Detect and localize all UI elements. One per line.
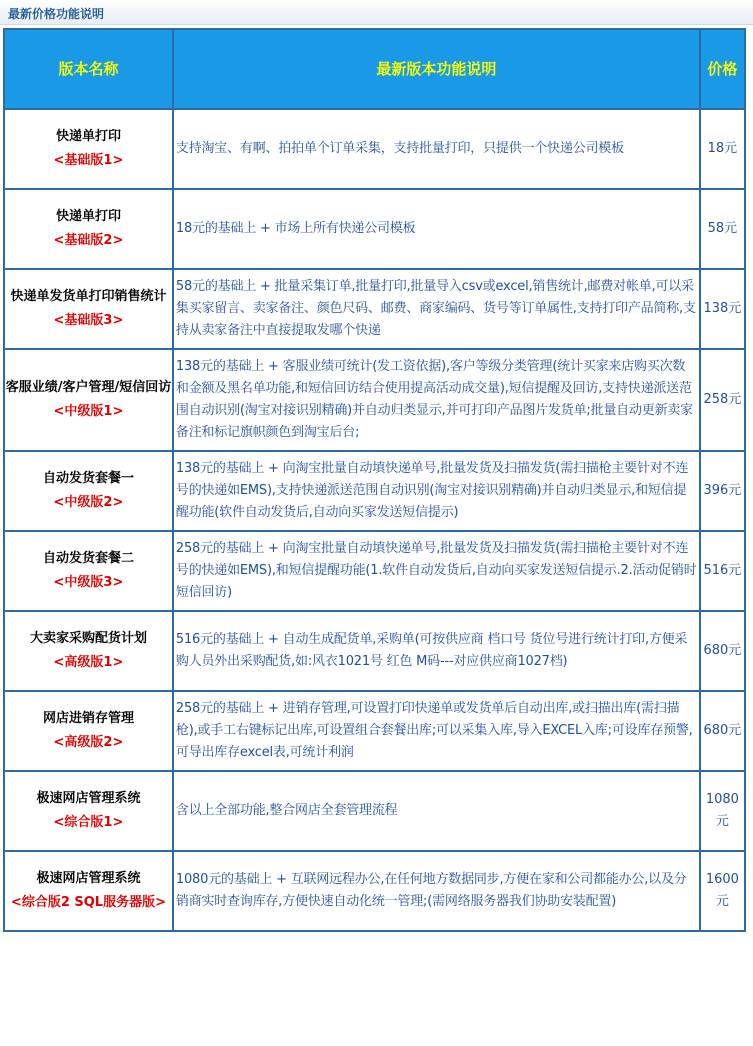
table-row bbox=[5, 612, 746, 692]
feature-cell bbox=[174, 692, 701, 772]
table-row bbox=[5, 772, 746, 852]
table-row bbox=[5, 350, 746, 452]
price-value: 396元 bbox=[703, 483, 742, 498]
page-header bbox=[0, 0, 753, 25]
version-name: 网店进销存管理 bbox=[42, 711, 134, 726]
feature-desc: 支持淘宝、有啊、拍拍单个订单采集，支持批量打印，只提供一个快递公司模板 bbox=[175, 141, 624, 156]
version-tier: <基础版3> bbox=[53, 313, 124, 328]
table-row bbox=[5, 270, 746, 350]
feature-desc: 含以上全部功能,整合网店全套管理流程 bbox=[175, 803, 398, 818]
price-table bbox=[3, 28, 746, 932]
table-header-row bbox=[5, 30, 746, 110]
price-value: 258元 bbox=[703, 392, 742, 407]
table-row bbox=[5, 852, 746, 932]
feature-cell bbox=[174, 852, 701, 932]
header-version-name: 版本名称 bbox=[5, 30, 174, 110]
version-cell bbox=[5, 190, 174, 270]
feature-cell bbox=[174, 110, 701, 190]
table-row bbox=[5, 190, 746, 270]
feature-desc: 1080元的基础上 + 互联网远程办公,在任何地方数据同步,方便在家和公司都能办公,以及分销商实时查询库存,方便快速自动化统一管理;(需网络服务器我们协助安装配置) bbox=[175, 872, 687, 909]
version-name: 快递单打印 bbox=[55, 129, 121, 144]
feature-desc: 58元的基础上 + 批量采集订单,批量打印,批量导入csv或excel,销售统计,邮费对帐单,可以采集买家留言、卖家备注、颜色尺码、邮费、商家编码、货号等订单属性,支持打印产品简称,支持从卖家备注中直接提取发哪个快递 bbox=[175, 279, 696, 338]
feature-desc: 258元的基础上 + 向淘宝批量自动填快递单号,批量发货及扫描发货(需扫描枪主要针对不连号的快递如EMS),和短信提醒功能(1.软件自动发货后,自动向买家发送短信提示.2.活动促销时短信回访) bbox=[175, 541, 697, 600]
feature-cell bbox=[174, 270, 701, 350]
version-cell bbox=[5, 452, 174, 532]
table-row bbox=[5, 452, 746, 532]
header-price: 价格 bbox=[701, 30, 746, 110]
version-name: 极速网店管理系统 bbox=[36, 871, 141, 886]
feature-cell bbox=[174, 532, 701, 612]
price-cell bbox=[701, 190, 746, 270]
price-value: 138元 bbox=[703, 301, 742, 316]
price-cell bbox=[701, 692, 746, 772]
price-cell bbox=[701, 772, 746, 852]
version-cell bbox=[5, 270, 174, 350]
price-value: 680元 bbox=[703, 723, 742, 738]
price-cell bbox=[701, 350, 746, 452]
price-cell bbox=[701, 270, 746, 350]
feature-desc: 138元的基础上 + 向淘宝批量自动填快递单号,批量发货及扫描发货(需扫描枪主要针对不连号的快递如EMS),支持快递派送范围自动识别(淘宝对接识别精确)并自动归类显示,和短信提醒功能(软件自动发货后,自动向买家发送短信提示) bbox=[175, 461, 689, 520]
price-cell bbox=[701, 852, 746, 932]
version-tier: <中级版1> bbox=[53, 404, 124, 419]
price-value: 680元 bbox=[703, 643, 742, 658]
version-name: 自动发货套餐一 bbox=[42, 471, 134, 486]
feature-cell bbox=[174, 612, 701, 692]
feature-cell bbox=[174, 190, 701, 270]
price-cell bbox=[701, 110, 746, 190]
version-name: 快递单打印 bbox=[55, 209, 121, 224]
version-tier: <综合版2 SQL服务器版> bbox=[10, 895, 166, 910]
feature-cell bbox=[174, 452, 701, 532]
version-name: 极速网店管理系统 bbox=[36, 791, 141, 806]
version-name: 快递单发货单打印销售统计 bbox=[10, 289, 167, 304]
version-cell bbox=[5, 110, 174, 190]
price-value: 1600元 bbox=[705, 872, 739, 909]
version-cell bbox=[5, 350, 174, 452]
page-title: 最新价格功能说明 bbox=[8, 7, 105, 21]
version-tier: <综合版1> bbox=[53, 815, 124, 830]
version-cell bbox=[5, 692, 174, 772]
version-tier: <高级版2> bbox=[53, 735, 124, 750]
feature-cell bbox=[174, 772, 701, 852]
price-value: 58元 bbox=[707, 221, 738, 236]
price-value: 18元 bbox=[707, 141, 738, 156]
price-cell bbox=[701, 612, 746, 692]
feature-desc: 516元的基础上 + 自动生成配货单,采购单(可按供应商 档口号 货位号进行统计打印,方便采购人员外出采购配货,如:风衣1021号 红色 M码---对应供应商1027档) bbox=[175, 632, 688, 669]
version-name: 客服业绩/客户管理/短信回访 bbox=[5, 380, 172, 395]
version-tier: <中级版3> bbox=[53, 575, 124, 590]
version-tier: <基础版1> bbox=[53, 153, 124, 168]
version-cell bbox=[5, 612, 174, 692]
header-feature-desc: 最新版本功能说明 bbox=[174, 30, 701, 110]
version-name: 大卖家采购配货计划 bbox=[29, 631, 147, 646]
feature-desc: 18元的基础上 + 市场上所有快递公司模板 bbox=[175, 221, 416, 236]
price-value: 1080元 bbox=[705, 792, 739, 829]
feature-desc: 258元的基础上 + 进销存管理,可设置打印快递单或发货单后自动出库,或扫描出库(需扫描枪),或手工右键标记出库,可设置组合套餐出库;可以采集入库,导入EXCEL入库;可设库存预警,可导出库存excel表,可统计利润 bbox=[175, 701, 693, 760]
version-name: 自动发货套餐二 bbox=[42, 551, 134, 566]
price-value: 516元 bbox=[703, 563, 742, 578]
version-cell bbox=[5, 532, 174, 612]
version-tier: <高级版1> bbox=[53, 655, 124, 670]
version-tier: <中级版2> bbox=[53, 495, 124, 510]
version-tier: <基础版2> bbox=[53, 233, 124, 248]
table-row bbox=[5, 692, 746, 772]
version-cell bbox=[5, 852, 174, 932]
table-row bbox=[5, 532, 746, 612]
feature-cell bbox=[174, 350, 701, 452]
version-cell bbox=[5, 772, 174, 852]
price-cell bbox=[701, 452, 746, 532]
feature-desc: 138元的基础上 + 客服业绩可统计(发工资依据),客户等级分类管理(统计买家来店购买次数和金额及黑名单功能,和短信回访结合使用提高活动成交量),短信提醒及回访,支持快递派送范围自动识别(淘宝对接识别精确)并自动归类显示,并可打印产品图片发货单;批量自动更新卖家备注和标记旗帜颜色到淘宝后台; bbox=[175, 359, 693, 440]
price-cell bbox=[701, 532, 746, 612]
table-row bbox=[5, 110, 746, 190]
